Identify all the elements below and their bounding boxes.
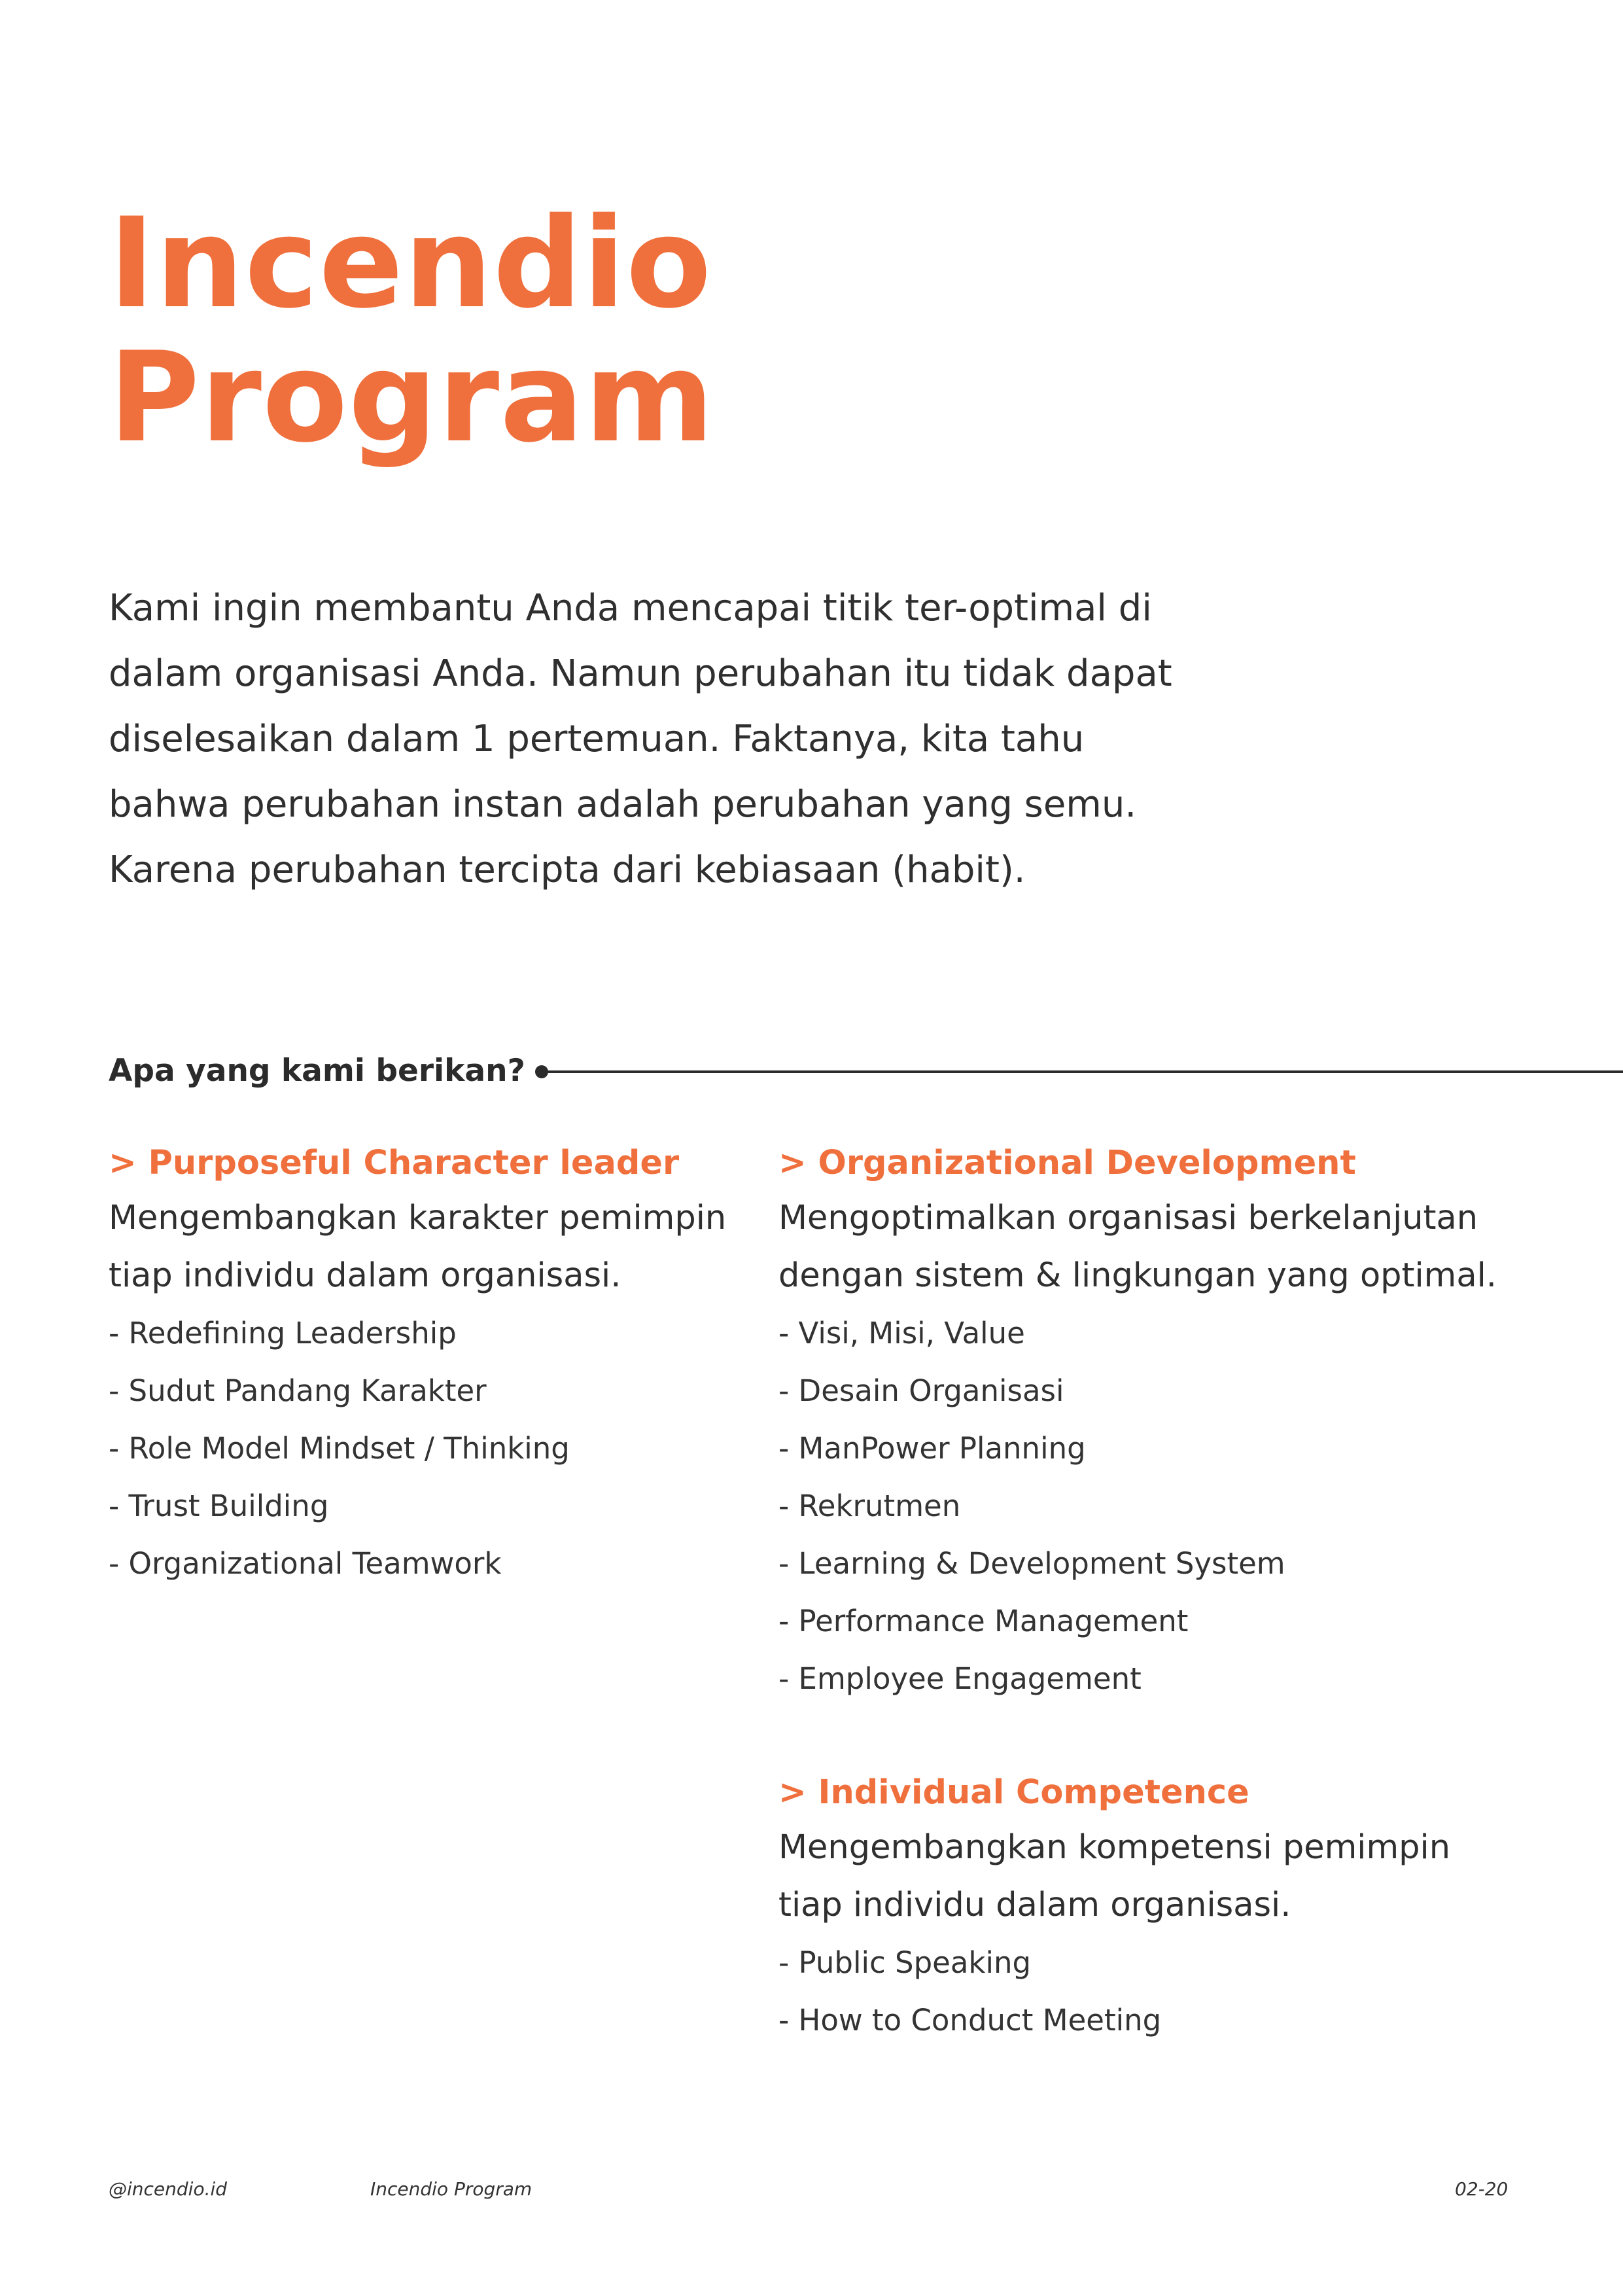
list-item: - Public Speaking [778,1945,1032,1980]
footer-page-number: 02-20 [1455,2178,1509,2200]
program-individual-competence [778,1767,1563,2049]
list-item: - Learning & Development System [778,1546,1285,1581]
footer-document-title: Incendio Program [370,2178,532,2200]
program-topic-list [778,1934,1563,2049]
program-description-line: Mengembangkan karakter pemimpin [109,1199,727,1237]
intro-line: dalam organisasi Anda. Namun perubahan itu tidak dapat [109,652,1172,695]
title-line-1: Incendio [109,191,712,336]
list-item: - Desain Organisasi [778,1373,1064,1408]
list-item: - ManPower Planning [778,1431,1086,1466]
list-item: - Trust Building [109,1489,329,1523]
program-description [778,1190,1563,1305]
intro-line: Karena perubahan tercipta dari kebiasaan (habit). [109,849,1026,891]
program-topic-list [778,1305,1563,1708]
program-description-line: Mengembangkan kompetensi pemimpin [778,1828,1451,1867]
section-divider [536,1070,1623,1073]
intro-line: diselesaikan dalam 1 pertemuan. Faktanya, kita tahu [109,718,1085,760]
program-description [109,1190,750,1305]
program-organizational-development [778,1137,1563,1708]
program-description-line: tiap individu dalam organisasi. [778,1886,1291,1924]
program-description [778,1819,1563,1934]
list-item: - How to Conduct Meeting [778,2003,1162,2038]
list-item: - Sudut Pandang Karakter [109,1373,487,1408]
intro-line: bahwa perubahan instan adalah perubahan yang semu. [109,783,1137,826]
list-item: - Visi, Misi, Value [778,1316,1025,1351]
list-item: - Rekrutmen [778,1489,961,1523]
footer-handle: @incendio.id [109,2178,228,2200]
title-line-2: Program [109,325,715,470]
program-description-line: tiap individu dalam organisasi. [109,1256,621,1295]
list-item: - Performance Management [778,1604,1189,1638]
program-description-line: Mengoptimalkan organisasi berkelanjutan [778,1199,1478,1237]
list-item: - Redefining Leadership [109,1316,457,1351]
program-title: > Purposeful Character leader [109,1144,680,1182]
divider-dot [535,1065,548,1078]
program-purposeful-character [109,1137,750,1593]
program-title: > Organizational Development [778,1144,1356,1182]
program-topic-list [109,1305,750,1593]
intro-paragraph [109,576,1221,903]
page-title [109,191,715,470]
list-item: - Role Model Mindset / Thinking [109,1431,570,1466]
program-description-line: dengan sistem & lingkungan yang optimal. [778,1256,1497,1295]
intro-line: Kami ingin membantu Anda mencapai titik ter-optimal di [109,587,1152,629]
list-item: - Organizational Teamwork [109,1546,502,1581]
section-heading: Apa yang kami berikan? [109,1053,525,1089]
program-title: > Individual Competence [778,1773,1249,1812]
list-item: - Employee Engagement [778,1661,1142,1696]
